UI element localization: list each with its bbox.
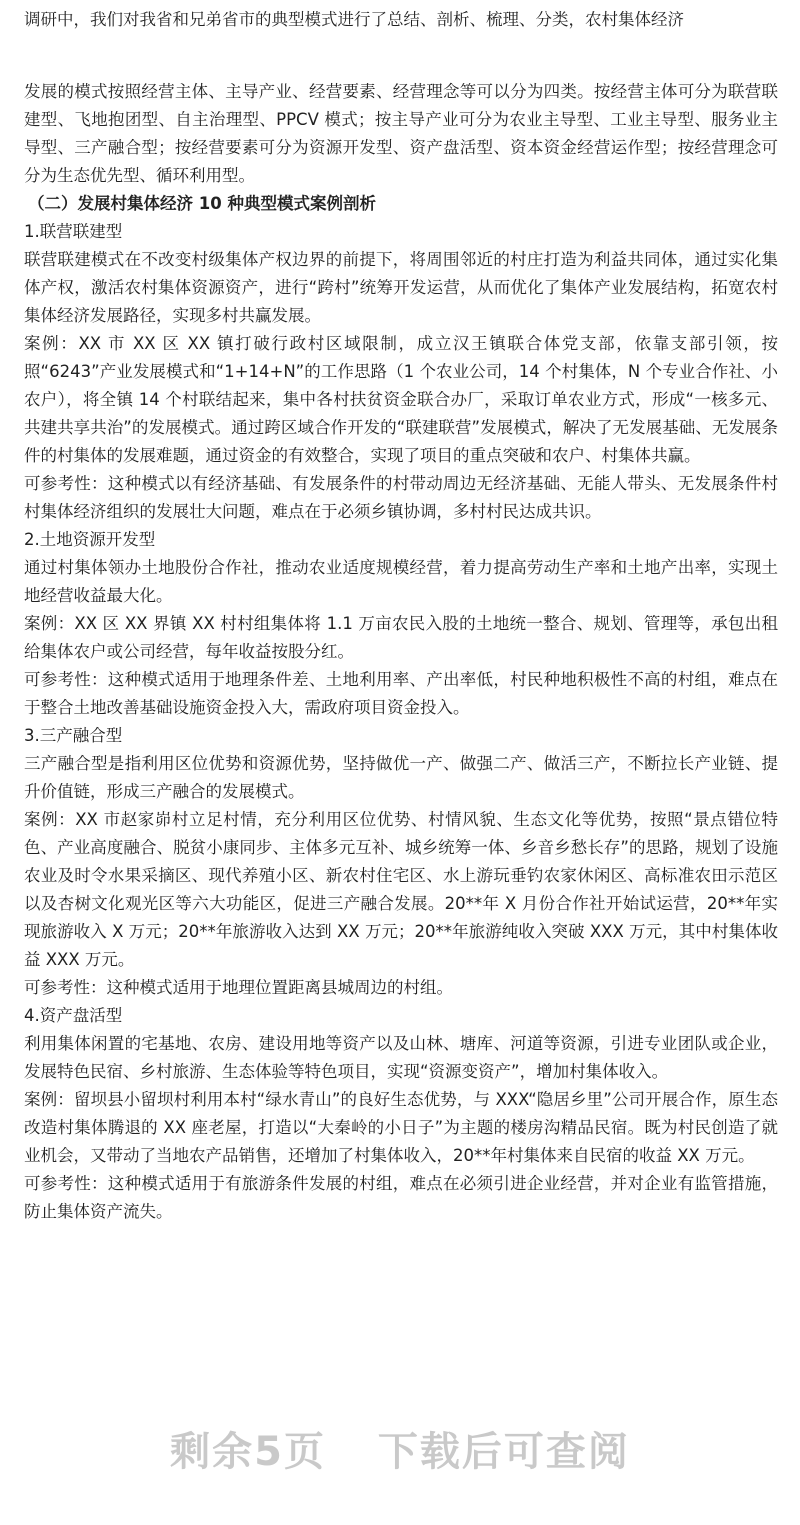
model-4-reference: 可参考性：这种模式适用于有旅游条件发展的村组，难点在必须引进企业经营，并对企业有监管措施，防止集体资产流失。 <box>24 1174 778 1221</box>
intro-line <box>24 6 778 34</box>
model-2-reference: 可参考性：这种模式适用于地理条件差、土地利用率、产出率低，村民种地积极性不高的村组，难点在于整合土地改善基础设施资金投入大，需政府项目资金投入。 <box>24 670 778 717</box>
model-2-description: 通过村集体领办土地股份合作社，推动农业适度规模经营，着力提高劳动生产率和土地产出率，实现土地经营收益最大化。 <box>24 558 778 605</box>
model-1-title: 1.联营联建型 <box>24 222 123 241</box>
download-prompt[interactable] <box>0 1420 800 1477</box>
section-heading: （二）发展村集体经济 10 种典型模式案例剖析 <box>28 194 376 213</box>
model-4-title: 4.资产盘活型 <box>24 1006 123 1025</box>
model-3-case: 案例：XX 市赵家峁村立足村情，充分利用区位优势、村情风貌、生态文化等优势，按照“景点错位特色、产业高度融合、脱贫小康同步、主体多元互补、城乡统筹一体、乡音乡愁长存”的思路，规划了设施农业及时令水果采摘区、现代养殖小区、新农村住宅区、水上游玩垂钓农家休闲区、高标准农田示范区以及杏树文化观光区等六大功能区，促进三产融合发展。20**年 X 月份合作社开始试运营，20**年实现旅游收入 X 万元；20**年旅游收入达到 XX 万元；20**年旅游纯收入突破 XXX 万元，其中村集体收益 XXX 万元。 <box>24 810 779 969</box>
blank-gap <box>24 34 778 78</box>
model-3-description: 三产融合型是指利用区位优势和资源优势，坚持做优一产、做强二产、做活三产，不断拉长产业链、提升价值链，形成三产融合的发展模式。 <box>24 754 778 801</box>
model-1-case: 案例：XX 市 XX 区 XX 镇打破行政村区域限制，成立汉王镇联合体党支部，依靠支部引领，按照“6243”产业发展模式和“1+14+N”的工作思路（1 个农业公司，14 个村集体，N 个专业合作社、小农户），将全镇 14 个村联结起来，集中各村扶贫资金联合办厂，采取订单农业方式，形成“一核多元、共建共享共治”的发展模式。通过跨区域合作开发的“联建联营”发展模式，解决了无发展基础、无发展条件的村集体的发展难题，通过资金的有效整合，实现了项目的重点突破和农户、村集体共赢。 <box>24 334 778 465</box>
model-3-title: 3.三产融合型 <box>24 726 123 745</box>
download-to-view-label[interactable]: 下载后可查阅 <box>377 1429 630 1475</box>
remaining-pages-label[interactable]: 剩余5页 <box>170 1429 326 1475</box>
model-4-description: 利用集体闲置的宅基地、农房、建设用地等资产以及山林、塘库、河道等资源，引进专业团队或企业，发展特色民宿、乡村旅游、生态体验等特色项目，实现“资源变资产”，增加村集体收入。 <box>24 1034 778 1081</box>
model-4-case: 案例：留坝县小留坝村利用本村“绿水青山”的良好生态优势，与 XXX“隐居乡里”公司开展合作，原生态改造村集体腾退的 XX 座老屋，打造以“大秦岭的小日子”为主题的楼房沟精品民宿。既为村民创造了就业机会，又带动了当地农产品销售，还增加了村集体收入，20**年村集体来自民宿的收益 XX 万元。 <box>24 1090 778 1165</box>
model-1-reference: 可参考性：这种模式以有经济基础、有发展条件的村带动周边无经济基础、无能人带头、无发展条件村村集体经济组织的发展壮大问题，难点在于必须乡镇协调，多村村民达成共识。 <box>24 474 778 521</box>
intro-text: 调研中，我们对我省和兄弟省市的典型模式进行了总结、剖析、梳理、分类，农村集体经济 <box>24 10 684 29</box>
model-1-description: 联营联建模式在不改变村级集体产权边界的前提下，将周围邻近的村庄打造为利益共同体，通过实化集体产权，激活农村集体资源资产，进行“跨村”统筹开发运营，从而优化了集体产业发展结构，拓宽农村集体经济发展路径，实现多村共赢发展。 <box>24 250 778 325</box>
model-2-case: 案例：XX 区 XX 界镇 XX 村村组集体将 1.1 万亩农民入股的土地统一整合、规划、管理等，承包出租给集体农户或公司经营，每年收益按股分红。 <box>24 614 778 661</box>
intro-paragraph: 发展的模式按照经营主体、主导产业、经营要素、经营理念等可以分为四类。按经营主体可分为联营联建型、飞地抱团型、自主治理型、PPCV 模式；按主导产业可分为农业主导型、工业主导型、服务业主导型、三产融合型；按经营要素可分为资源开发型、资产盘活型、资本资金经营运作型；按经营理念可分为生态优先型、循环利用型。 <box>24 82 778 185</box>
model-3-reference: 可参考性：这种模式适用于地理位置距离县城周边的村组。 <box>24 978 453 997</box>
model-2-title: 2.土地资源开发型 <box>24 530 156 549</box>
